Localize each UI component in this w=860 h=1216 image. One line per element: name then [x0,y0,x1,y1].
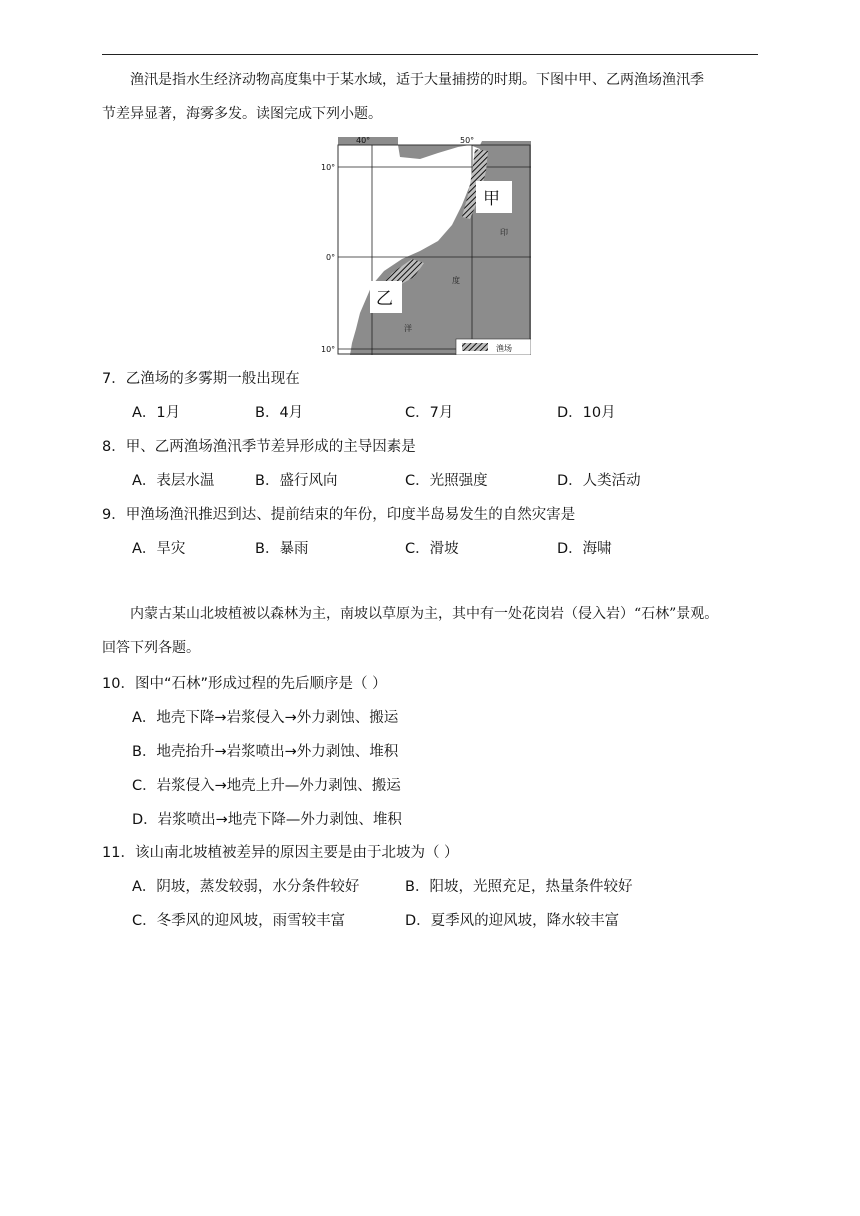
fishing-ground-map [320,137,531,355]
question-7-stem: 7．乙渔场的多雾期一般出现在 [102,371,300,387]
intro-line-1: 渔汛是指水生经济动物高度集中于某水域，适于大量捕捞的时期。下图中甲、乙两渔场渔汛季 [130,72,704,88]
ocean-char-1: 印 [500,228,508,237]
question-11-option-a[interactable]: A．阴坡，蒸发较弱，水分条件较好 [132,879,360,895]
question-11-option-c[interactable]: C．冬季风的迎风坡，雨雪较丰富 [132,913,346,929]
question-9-option-d[interactable]: D．海啸 [557,541,612,557]
intro2-line-2: 回答下列各题。 [102,640,200,656]
question-8-option-a[interactable]: A．表层水温 [132,473,215,489]
question-8-option-c[interactable]: C．光照强度 [405,473,488,489]
lon-label-50: 50° [460,137,475,145]
question-10-option-b[interactable]: B．地壳抬升→岩浆喷出→外力剥蚀、堆积 [132,744,399,760]
question-10-stem: 10．图中“石林”形成过程的先后顺序是（ ） [102,676,387,692]
header-rule [102,54,758,55]
legend-label: 渔场 [496,344,512,353]
question-7-option-a[interactable]: A．1月 [132,405,181,421]
ocean-char-3: 洋 [404,324,412,333]
question-8-stem: 8．甲、乙两渔场渔汛季节差异形成的主导因素是 [102,439,416,455]
question-10-option-a[interactable]: A．地壳下降→岩浆侵入→外力剥蚀、搬运 [132,710,399,726]
question-7-option-b[interactable]: B．4月 [255,405,304,421]
question-9-option-b[interactable]: B．暴雨 [255,541,309,557]
question-11-stem: 11．该山南北坡植被差异的原因主要是由于北坡为（ ） [102,845,459,861]
question-9-stem: 9．甲渔场渔汛推迟到达、提前结束的年份，印度半岛易发生的自然灾害是 [102,507,576,523]
question-8-option-d[interactable]: D．人类活动 [557,473,641,489]
label-jia: 甲 [483,189,500,209]
lat-label-0: 0° [326,253,336,262]
lat-label-10n: 10° [321,163,336,172]
question-7-option-c[interactable]: C．7月 [405,405,454,421]
question-7-option-d[interactable]: D．10月 [557,405,616,421]
question-9-option-c[interactable]: C．滑坡 [405,541,459,557]
lon-label-40: 40° [356,137,371,145]
ocean-char-2: 度 [452,276,460,285]
question-9-option-a[interactable]: A．旱灾 [132,541,186,557]
intro-line-2: 节差异显著，海雾多发。读图完成下列小题。 [102,106,382,122]
question-11-option-d[interactable]: D．夏季风的迎风坡，降水较丰富 [405,913,620,929]
intro-paragraph-2 [102,597,762,665]
question-8-option-b[interactable]: B．盛行风向 [255,473,338,489]
intro-paragraph-1 [102,63,762,131]
intro2-line-1: 内蒙古某山北坡植被以森林为主，南坡以草原为主，其中有一处花岗岩（侵入岩）“石林”景观。 [130,606,719,622]
question-11-option-b[interactable]: B．阳坡，光照充足，热量条件较好 [405,879,633,895]
question-10-option-d[interactable]: D．岩浆喷出→地壳下降—外力剥蚀、堆积 [132,812,402,828]
question-10-option-c[interactable]: C．岩浆侵入→地壳上升—外力剥蚀、搬运 [132,778,401,794]
label-yi: 乙 [376,289,393,309]
lat-label-10s: 10° [321,345,336,354]
